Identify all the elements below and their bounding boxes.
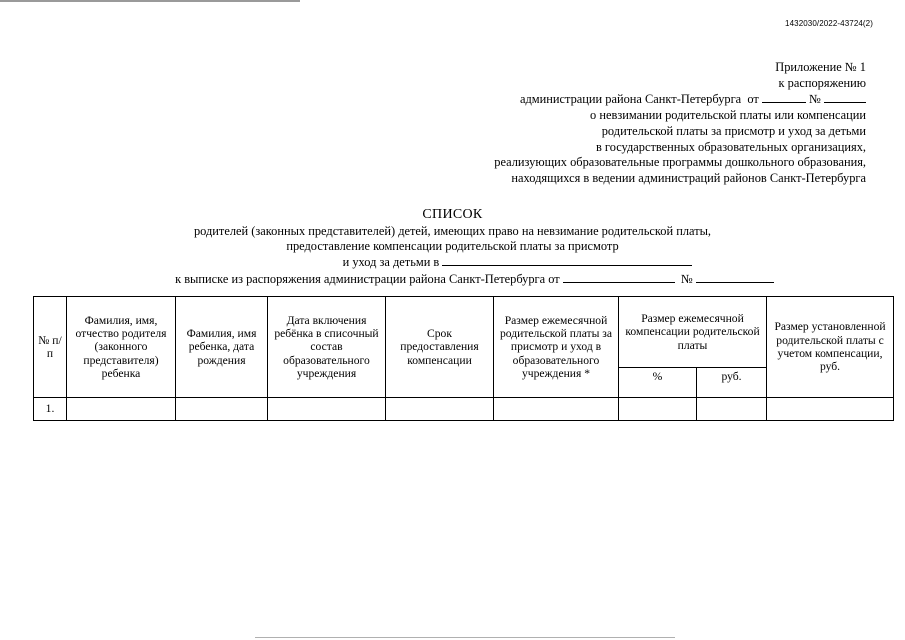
document-subtitle	[0, 224, 905, 287]
subtitle-line: к выписке из распоряжения администрации района Санкт-Петербурга от	[175, 271, 560, 286]
cell-child-name[interactable]	[176, 398, 268, 421]
subtitle-line: и уход за детьми в	[342, 255, 440, 270]
header-compensation-percent: %	[619, 368, 697, 398]
header-set-fee: Размер установленной родительской платы с учетом компенсации, руб.	[767, 297, 894, 398]
appendix-line-date	[446, 91, 866, 108]
cell-enrollment-date[interactable]	[268, 398, 386, 421]
table-header-row	[34, 297, 894, 368]
appendix-number-blank	[824, 91, 866, 103]
cell-num: 1.	[34, 398, 67, 421]
header-parent-name: Фамилия, имя, отчество родителя (законного представителя) ребенка	[67, 297, 176, 398]
header-child-name: Фамилия, имя ребенка, дата рождения	[176, 297, 268, 398]
header-compensation-rubles: руб.	[697, 368, 767, 398]
subtitle-line: родителей (законных представителей) детей, имеющих право на невзимание родительской платы,	[193, 224, 712, 238]
header-monthly-fee: Размер ежемесячной родительской платы за присмотр и уход в образовательного учреждения *	[494, 297, 619, 398]
appendix-line: находящихся в ведении администраций районов Санкт-Петербурга	[511, 170, 866, 185]
table-row	[34, 398, 894, 421]
cell-compensation-rubles[interactable]	[697, 398, 767, 421]
appendix-line: к распоряжению	[778, 75, 866, 90]
appendix-line: Приложение № 1	[775, 60, 866, 74]
extract-number-blank	[696, 271, 774, 283]
subtitle-line-extract	[0, 271, 905, 287]
cell-monthly-fee[interactable]	[494, 398, 619, 421]
header-enrollment-date: Дата включения ребёнка в списочный состав образовательного учреждения	[268, 297, 386, 398]
extract-date-blank	[563, 271, 675, 283]
scan-edge-top	[0, 0, 300, 2]
extract-number-label: №	[680, 271, 693, 286]
appendix-line: администрации района Санкт-Петербурга	[519, 92, 742, 107]
district-blank	[442, 254, 692, 266]
cell-set-fee[interactable]	[767, 398, 894, 421]
registration-number: 1432030/2022-43724(2)	[785, 19, 873, 28]
cell-parent-name[interactable]	[67, 398, 176, 421]
recipients-table	[33, 296, 894, 421]
cell-compensation-percent[interactable]	[619, 398, 697, 421]
subtitle-line: предоставление компенсации родительской платы за присмотр	[286, 239, 619, 254]
appendix-line: о невзимании родительской платы или компенсации	[590, 108, 866, 123]
header-num: № п/п	[34, 297, 67, 398]
header-compensation-term: Срок предоставления компенсации	[386, 297, 494, 398]
cell-compensation-term[interactable]	[386, 398, 494, 421]
appendix-number-label: №	[809, 92, 821, 107]
appendix-block	[446, 60, 866, 187]
document-title: СПИСОК	[422, 207, 483, 222]
appendix-from-label: от	[747, 92, 759, 107]
appendix-line: реализующих образовательные программы дошкольного образования,	[494, 155, 866, 170]
scan-edge-bottom	[255, 637, 675, 638]
appendix-line: родительской платы за присмотр и уход за детьми	[601, 123, 866, 138]
subtitle-line-district	[0, 254, 905, 270]
appendix-date-blank	[762, 91, 806, 103]
appendix-line: в государственных образовательных организациях,	[595, 139, 866, 154]
header-monthly-compensation: Размер ежемесячной компенсации родительской платы	[619, 297, 767, 368]
